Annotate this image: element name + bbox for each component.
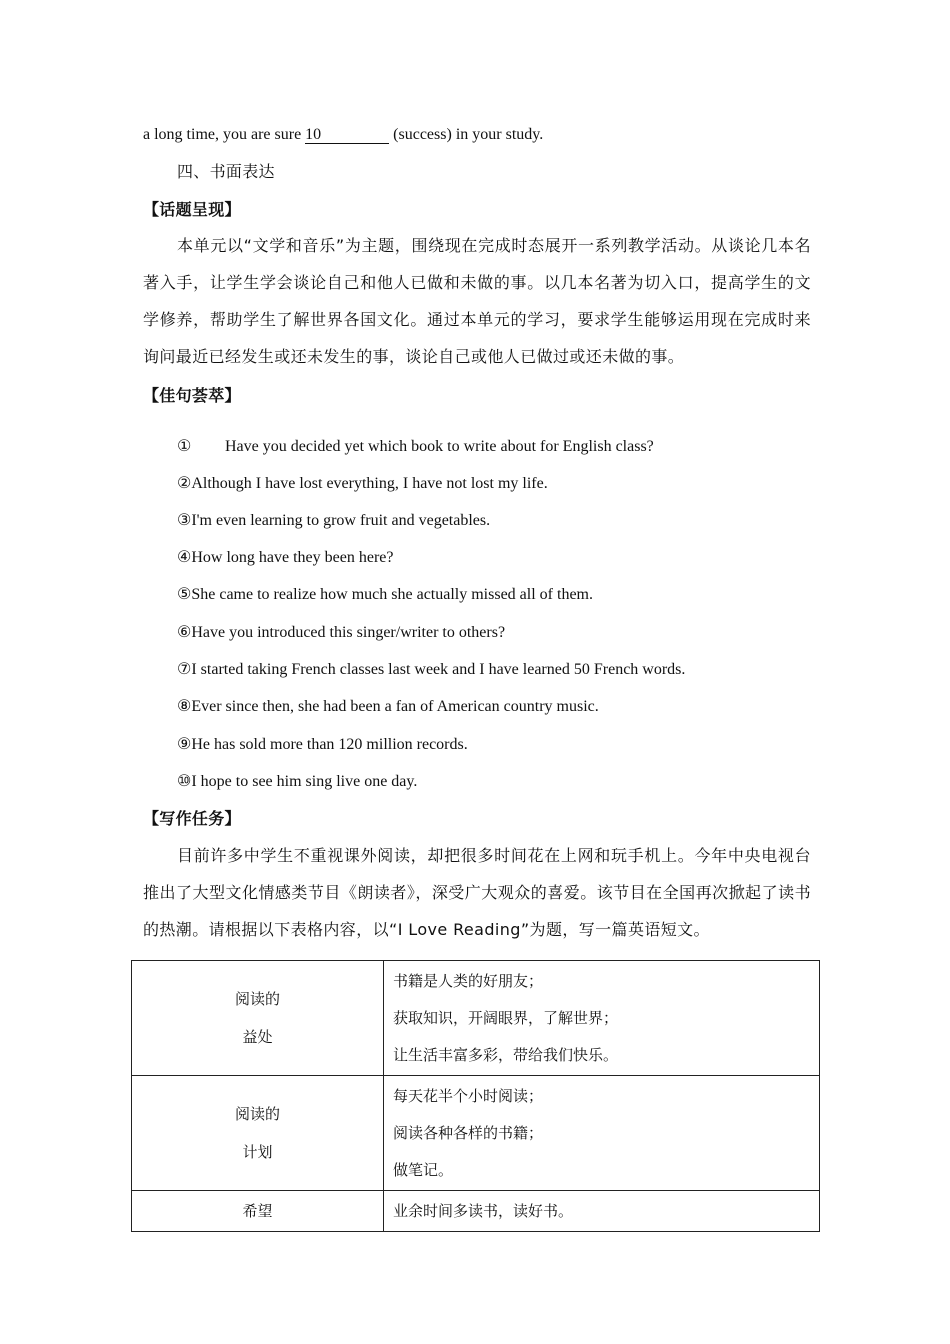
sentence-item-4 bbox=[177, 548, 393, 568]
reading-info-table bbox=[131, 960, 820, 1232]
sentence-number: ③ bbox=[177, 512, 192, 529]
task-heading: 【写作任务】 bbox=[143, 809, 241, 828]
sentence-item-9 bbox=[177, 735, 468, 755]
sentence-item-3 bbox=[177, 511, 490, 531]
label-line: 希望 bbox=[242, 1202, 273, 1220]
topic-paragraph: 本单元以“文学和音乐”为主题，围绕现在完成时态展开一系列教学活动。从谈论几本名著入手，让学生学会谈论自己和他人已做和未做的事。以几本名著为切入口，提高学生的文学修养，帮助学生了解世界各国文化。通过本单元的学习，要求学生能够运用现在完成时来询问最近已经发生或还未发生的事，谈论自己或他人已做过或还未做的事。 bbox=[143, 236, 811, 366]
topic-heading: 【话题呈现】 bbox=[143, 200, 241, 219]
section-heading: 四、书面表达 bbox=[177, 162, 275, 181]
sentence-number: ④ bbox=[177, 549, 192, 566]
sentence-item-7 bbox=[177, 660, 685, 680]
content-item: 获取知识，开阔眼界，了解世界； bbox=[393, 1008, 619, 1027]
sentence-text: Have you decided yet which book to write about for English class? bbox=[225, 438, 654, 455]
sentence-item-8 bbox=[177, 697, 599, 717]
task-paragraph: 目前许多中学生不重视课外阅读，却把很多时间花在上网和玩手机上。今年中央电视台推出了大型文化情感类节目《朗读者》，深受广大观众的喜爱。该节目在全国再次掀起了读书的热潮。请根据以下表格内容，以“I Love Reading”为题，写一篇英语短文。 bbox=[143, 846, 811, 939]
row-content-hope bbox=[384, 1191, 820, 1232]
continued-text-after: (success) in your study. bbox=[389, 126, 544, 143]
sentence-text: Have you introduced this singer/writer to others? bbox=[191, 624, 506, 641]
row-label-benefits bbox=[132, 961, 384, 1076]
row-content-plan bbox=[384, 1076, 820, 1191]
row-label-plan bbox=[132, 1076, 384, 1191]
sentence-number: ⑨ bbox=[177, 736, 192, 753]
content-item: 做笔记。 bbox=[393, 1160, 454, 1179]
content-item: 让生活丰富多彩，带给我们快乐。 bbox=[393, 1045, 619, 1064]
content-item: 业余时间多读书，读好书。 bbox=[393, 1201, 574, 1220]
blank-number: 10 bbox=[305, 126, 322, 143]
sentence-number: ② bbox=[177, 475, 192, 492]
label-line: 计划 bbox=[242, 1143, 273, 1161]
sentence-number: ⑥ bbox=[177, 624, 192, 641]
sentence-item-10 bbox=[177, 772, 417, 792]
sentence-number: ⑧ bbox=[177, 698, 192, 715]
sentence-number: ① bbox=[177, 438, 192, 455]
sentence-item-2 bbox=[177, 474, 548, 494]
sentence-text: I started taking French classes last week and I have learned 50 French words. bbox=[191, 661, 686, 678]
table-row-plan bbox=[132, 1076, 820, 1191]
table-row-hope bbox=[132, 1191, 820, 1232]
label-line: 阅读的 bbox=[234, 1105, 280, 1123]
sentence-number: ⑤ bbox=[177, 586, 192, 603]
sentence-text: Although I have lost everything, I have not lost my life. bbox=[191, 475, 548, 492]
sentence-text: She came to realize how much she actually missed all of them. bbox=[191, 586, 593, 603]
content-item: 书籍是人类的好朋友； bbox=[393, 971, 544, 990]
sentence-text: I hope to see him sing live one day. bbox=[191, 773, 418, 790]
answer-blank-10[interactable] bbox=[305, 127, 389, 144]
sentence-number: ⑩ bbox=[177, 773, 192, 790]
sentences-heading: 【佳句荟萃】 bbox=[143, 386, 241, 405]
label-line: 阅读的 bbox=[234, 990, 280, 1008]
sentence-text: Ever since then, she had been a fan of American country music. bbox=[191, 698, 599, 715]
sentence-text: I'm even learning to grow fruit and vegetables. bbox=[191, 512, 491, 529]
content-item: 每天花半个小时阅读； bbox=[393, 1086, 544, 1105]
continued-exercise-line bbox=[143, 125, 543, 145]
table-row-benefits bbox=[132, 961, 820, 1076]
sentence-item-1 bbox=[177, 437, 654, 457]
sentence-number: ⑦ bbox=[177, 661, 192, 678]
continued-text-before: a long time, you are sure bbox=[143, 126, 306, 143]
content-item: 阅读各种各样的书籍； bbox=[393, 1123, 544, 1142]
row-content-benefits bbox=[384, 961, 820, 1076]
sentence-item-6 bbox=[177, 623, 505, 643]
sentence-item-5 bbox=[177, 585, 593, 605]
row-label-hope bbox=[132, 1191, 384, 1232]
label-line: 益处 bbox=[242, 1028, 273, 1046]
sentence-text: He has sold more than 120 million records. bbox=[191, 736, 468, 753]
sentence-text: How long have they been here? bbox=[191, 549, 394, 566]
